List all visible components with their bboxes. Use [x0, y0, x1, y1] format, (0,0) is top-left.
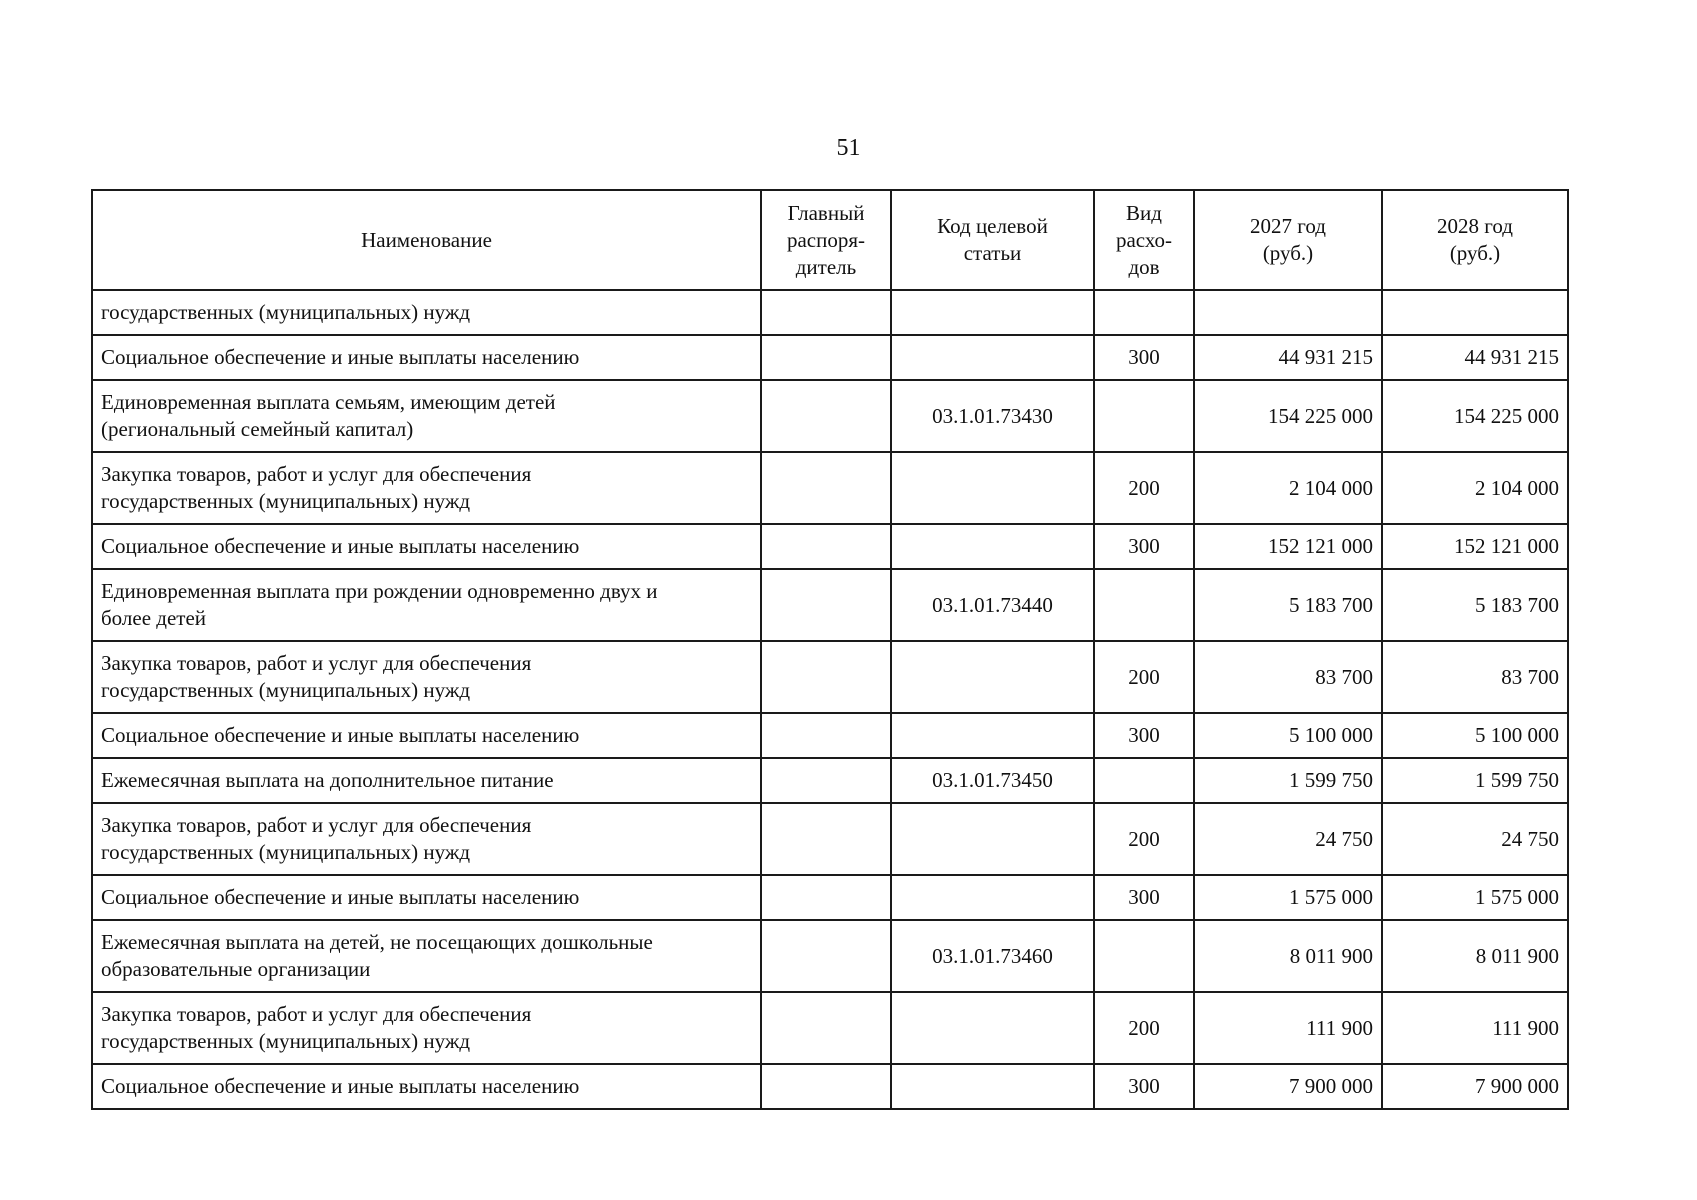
cell-name: [92, 713, 761, 758]
cell-code: [891, 1064, 1094, 1109]
table-row: [92, 380, 1568, 452]
cell-type: [1094, 569, 1194, 641]
table-body: [92, 290, 1568, 1109]
budget-table: [91, 189, 1569, 1110]
cell-type: 300: [1094, 335, 1194, 380]
cell-name-line: Закупка товаров, работ и услуг для обеспечения: [101, 651, 532, 675]
cell-2027: 154 225 000: [1194, 380, 1382, 452]
table-row: [92, 524, 1568, 569]
table-row: [92, 641, 1568, 713]
cell-manager: [761, 524, 891, 569]
cell-2027: 44 931 215: [1194, 335, 1382, 380]
cell-2028: 44 931 215: [1382, 335, 1568, 380]
cell-code: [891, 290, 1094, 335]
cell-name-line: Социальное обеспечение и иные выплаты населению: [101, 723, 580, 747]
table-row: [92, 758, 1568, 803]
cell-name: [92, 758, 761, 803]
header-2027: 2027 год (руб.): [1194, 190, 1382, 290]
cell-2028: 154 225 000: [1382, 380, 1568, 452]
cell-manager: [761, 290, 891, 335]
cell-code: [891, 875, 1094, 920]
cell-2028: [1382, 290, 1568, 335]
cell-manager: [761, 335, 891, 380]
cell-name-line: государственных (муниципальных) нужд: [101, 300, 471, 324]
cell-code: [891, 641, 1094, 713]
cell-name-line: Закупка товаров, работ и услуг для обеспечения: [101, 1002, 532, 1026]
cell-name-line: Социальное обеспечение и иные выплаты населению: [101, 1074, 580, 1098]
cell-2027: 83 700: [1194, 641, 1382, 713]
cell-type: 200: [1094, 992, 1194, 1064]
cell-type: 200: [1094, 452, 1194, 524]
cell-2028: 5 183 700: [1382, 569, 1568, 641]
cell-name: [92, 569, 761, 641]
table-row: [92, 920, 1568, 992]
cell-2027: 7 900 000: [1194, 1064, 1382, 1109]
cell-name-line: Ежемесячная выплата на детей, не посещающих дошкольные: [101, 930, 653, 954]
cell-2027: 152 121 000: [1194, 524, 1382, 569]
table-row: [92, 1064, 1568, 1109]
header-name: Наименование: [92, 190, 761, 290]
cell-name-line: Единовременная выплата семьям, имеющим детей: [101, 390, 556, 414]
cell-2027: 8 011 900: [1194, 920, 1382, 992]
cell-code: [891, 803, 1094, 875]
table-row: [92, 713, 1568, 758]
cell-code: [891, 452, 1094, 524]
cell-2028: 1 599 750: [1382, 758, 1568, 803]
cell-type: 300: [1094, 1064, 1194, 1109]
cell-2028: 83 700: [1382, 641, 1568, 713]
cell-name: [92, 992, 761, 1064]
cell-2027: 5 183 700: [1194, 569, 1382, 641]
cell-name: [92, 803, 761, 875]
cell-code: 03.1.01.73430: [891, 380, 1094, 452]
cell-manager: [761, 713, 891, 758]
header-manager: Главный распоря- дитель: [761, 190, 891, 290]
header-2028: 2028 год (руб.): [1382, 190, 1568, 290]
cell-name: [92, 524, 761, 569]
cell-manager: [761, 641, 891, 713]
cell-name-line: Ежемесячная выплата на дополнительное питание: [101, 768, 554, 792]
cell-name-line: Социальное обеспечение и иные выплаты населению: [101, 885, 580, 909]
cell-2028: 1 575 000: [1382, 875, 1568, 920]
cell-2028: 24 750: [1382, 803, 1568, 875]
cell-name-line: государственных (муниципальных) нужд: [101, 678, 471, 702]
cell-name-line: Закупка товаров, работ и услуг для обеспечения: [101, 462, 532, 486]
cell-2027: 1 599 750: [1194, 758, 1382, 803]
cell-manager: [761, 380, 891, 452]
cell-2028: 8 011 900: [1382, 920, 1568, 992]
cell-type: 200: [1094, 803, 1194, 875]
cell-2028: 152 121 000: [1382, 524, 1568, 569]
cell-2027: 1 575 000: [1194, 875, 1382, 920]
cell-type: 300: [1094, 524, 1194, 569]
page-number: 51: [836, 135, 861, 161]
cell-type: [1094, 920, 1194, 992]
cell-2028: 7 900 000: [1382, 1064, 1568, 1109]
cell-type: [1094, 290, 1194, 335]
cell-code: 03.1.01.73460: [891, 920, 1094, 992]
cell-code: 03.1.01.73440: [891, 569, 1094, 641]
cell-name-line: государственных (муниципальных) нужд: [101, 840, 471, 864]
header-code: Код целевой статьи: [891, 190, 1094, 290]
header-type: Вид расхо- дов: [1094, 190, 1194, 290]
cell-name-line: образовательные организации: [101, 957, 371, 981]
cell-type: 300: [1094, 713, 1194, 758]
cell-name-line: Социальное обеспечение и иные выплаты населению: [101, 534, 580, 558]
cell-manager: [761, 758, 891, 803]
cell-code: [891, 992, 1094, 1064]
cell-manager: [761, 452, 891, 524]
cell-name-line: государственных (муниципальных) нужд: [101, 1029, 471, 1053]
cell-name-line: Социальное обеспечение и иные выплаты населению: [101, 345, 580, 369]
cell-name-line: (региональный семейный капитал): [101, 417, 414, 441]
cell-2027: [1194, 290, 1382, 335]
cell-name: [92, 335, 761, 380]
cell-2028: 111 900: [1382, 992, 1568, 1064]
cell-2027: 2 104 000: [1194, 452, 1382, 524]
cell-manager: [761, 803, 891, 875]
cell-type: 300: [1094, 875, 1194, 920]
table-row: [92, 452, 1568, 524]
cell-manager: [761, 920, 891, 992]
cell-code: [891, 335, 1094, 380]
cell-code: [891, 524, 1094, 569]
table-row: [92, 290, 1568, 335]
table-row: [92, 803, 1568, 875]
cell-name: [92, 452, 761, 524]
header-row: [92, 190, 1568, 290]
cell-name: [92, 1064, 761, 1109]
cell-name: [92, 380, 761, 452]
cell-2027: 111 900: [1194, 992, 1382, 1064]
cell-manager: [761, 875, 891, 920]
cell-name-line: Закупка товаров, работ и услуг для обеспечения: [101, 813, 532, 837]
cell-manager: [761, 992, 891, 1064]
table-header: [92, 190, 1568, 290]
cell-2027: 5 100 000: [1194, 713, 1382, 758]
cell-type: 200: [1094, 641, 1194, 713]
cell-2028: 5 100 000: [1382, 713, 1568, 758]
cell-name-line: государственных (муниципальных) нужд: [101, 489, 471, 513]
cell-type: [1094, 380, 1194, 452]
table-row: [92, 335, 1568, 380]
cell-2027: 24 750: [1194, 803, 1382, 875]
cell-code: [891, 713, 1094, 758]
cell-name: [92, 290, 761, 335]
table-row: [92, 875, 1568, 920]
table-row: [92, 992, 1568, 1064]
table-row: [92, 569, 1568, 641]
cell-2028: 2 104 000: [1382, 452, 1568, 524]
cell-name: [92, 920, 761, 992]
cell-name-line: Единовременная выплата при рождении одновременно двух и: [101, 579, 658, 603]
cell-code: 03.1.01.73450: [891, 758, 1094, 803]
cell-manager: [761, 1064, 891, 1109]
budget-table-container: [91, 189, 1569, 1110]
cell-name: [92, 641, 761, 713]
cell-name: [92, 875, 761, 920]
cell-manager: [761, 569, 891, 641]
cell-name-line: более детей: [101, 606, 207, 630]
cell-type: [1094, 758, 1194, 803]
